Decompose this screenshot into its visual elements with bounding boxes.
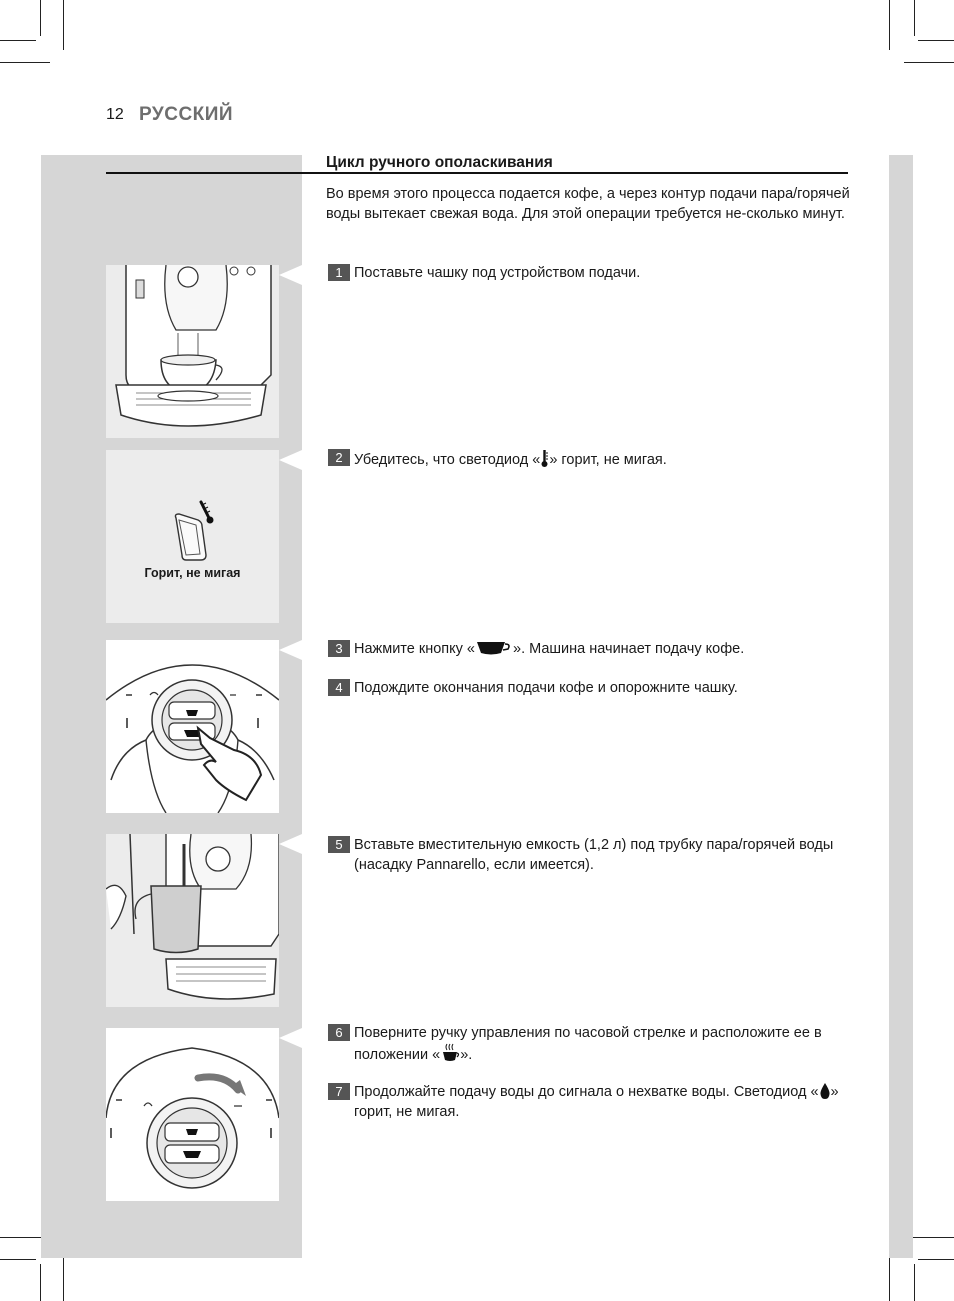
step-number: 3 — [328, 640, 350, 657]
step-text: Убедитесь, что светодиод « — [354, 452, 541, 468]
thermometer-icon — [540, 448, 549, 468]
step-6 — [328, 1023, 848, 1065]
crop-mark — [0, 40, 36, 41]
illustration-turn-knob — [106, 1028, 279, 1201]
crop-mark — [918, 1259, 954, 1260]
step-number: 4 — [328, 679, 350, 696]
step-text: Подождите окончания подачи кофе и опорожните чашку. — [354, 680, 738, 696]
step-text: » горит, не мигая. — [354, 1084, 839, 1120]
right-grey-band — [889, 155, 913, 1258]
step-text: Поверните ручку управления по часовой стрелке и расположите ее в положении « — [354, 1025, 822, 1063]
coffee-cup-icon — [475, 639, 513, 657]
step-4 — [328, 678, 848, 698]
panel-pointer — [279, 265, 302, 285]
step-text: ». Машина начинает подачу кофе. — [513, 641, 745, 657]
step-3 — [328, 639, 848, 659]
step-number: 7 — [328, 1083, 350, 1100]
panel-pointer — [279, 1028, 302, 1048]
section-rule — [106, 172, 848, 174]
crop-mark — [918, 40, 954, 41]
panel-pointer — [279, 450, 302, 470]
step-5 — [328, 835, 848, 875]
page-language: РУССКИЙ — [139, 104, 234, 125]
water-drop-icon — [819, 1082, 831, 1100]
crop-mark — [0, 1259, 36, 1260]
step-number: 2 — [328, 449, 350, 466]
step-text: Вставьте вместительную емкость (1,2 л) под трубку пара/горячей воды (насадку Pannarello, если имеется). — [354, 837, 834, 873]
illustration-jug-under-wand — [106, 834, 279, 1007]
crop-mark — [0, 62, 50, 63]
step-2 — [328, 448, 848, 470]
illustration-led-on — [106, 450, 279, 623]
step-number: 1 — [328, 264, 350, 281]
crop-mark — [40, 0, 41, 36]
section-title: Цикл ручного ополаскивания — [326, 154, 553, 171]
crop-mark — [63, 0, 64, 50]
step-1 — [328, 263, 848, 283]
illustration-press-button — [106, 640, 279, 813]
step-text: Поставьте чашку под устройством подачи. — [354, 265, 641, 281]
step-text: ». — [460, 1047, 473, 1063]
crop-mark — [889, 0, 890, 50]
crop-mark — [914, 1264, 915, 1301]
illustration-cup-under-spout — [106, 265, 279, 438]
led-caption: Горит, не мигая — [144, 566, 241, 580]
panel-pointer — [279, 640, 302, 660]
hot-water-cup-icon — [440, 1043, 460, 1063]
page-number: 12 — [106, 106, 124, 123]
step-number: 5 — [328, 836, 350, 853]
crop-mark — [904, 62, 954, 63]
crop-mark — [40, 1264, 41, 1301]
panel-pointer — [279, 834, 302, 854]
step-number: 6 — [328, 1024, 350, 1041]
crop-mark — [914, 0, 915, 36]
section-intro: Во время этого процесса подается кофе, а через контур подачи пара/горячей воды вытекает свежая вода. Для этой операции требуется не-сколько минут. — [326, 186, 850, 222]
step-text: Нажмите кнопку « — [354, 641, 475, 657]
step-text: Продолжайте подачу воды до сигнала о нехватке воды. Светодиод « — [354, 1084, 819, 1100]
step-text: » горит, не мигая. — [549, 452, 667, 468]
step-7 — [328, 1082, 848, 1122]
